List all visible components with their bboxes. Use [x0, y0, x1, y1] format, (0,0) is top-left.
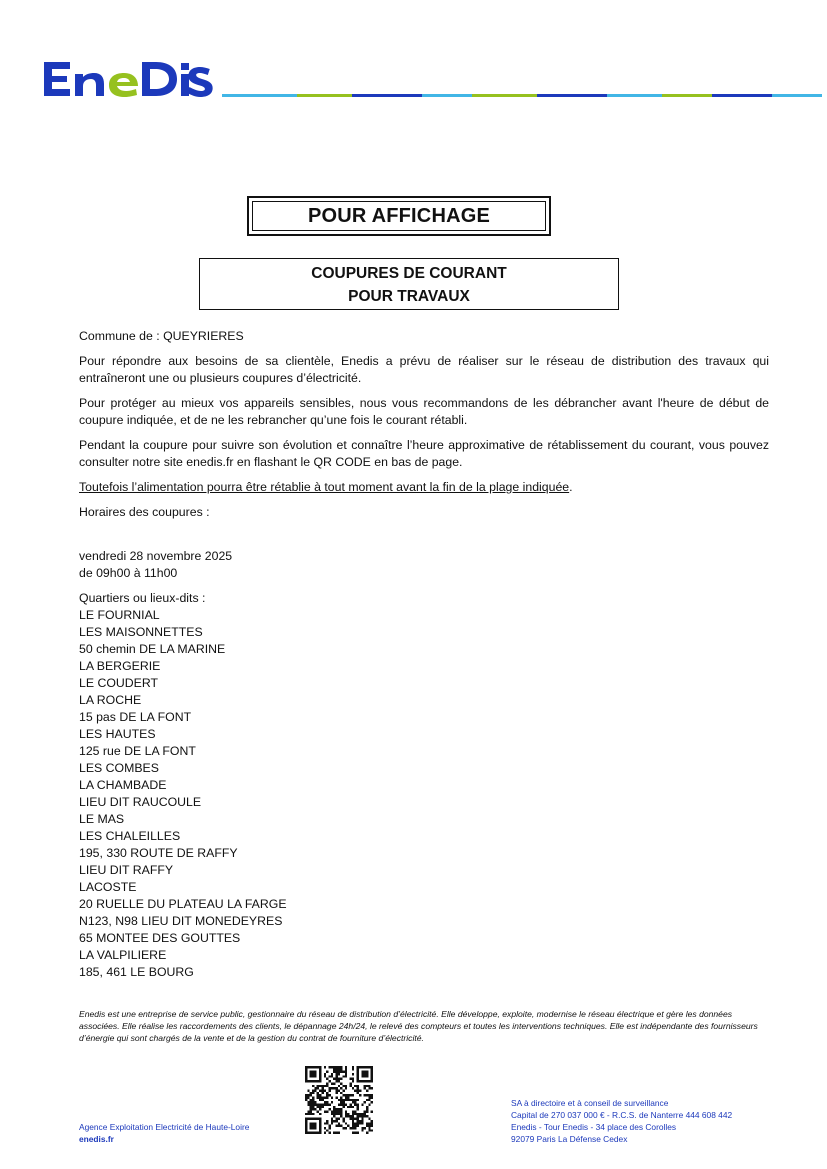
list-item: LES HAUTES	[79, 727, 156, 741]
list-item: LA CHAMBADE	[79, 778, 167, 792]
list-item: LA ROCHE	[79, 693, 142, 707]
footer-right	[511, 1097, 732, 1145]
notice-line	[79, 479, 769, 496]
list-item: 50 chemin DE LA MARINE	[79, 642, 226, 656]
website-link[interactable]: enedis.fr	[79, 1133, 114, 1144]
list-item: 15 pas DE LA FONT	[79, 710, 192, 724]
list-item: LA BERGERIE	[79, 659, 161, 673]
legal-line-4: 92079 Paris La Défense Cedex	[511, 1134, 628, 1144]
spacer	[79, 521, 769, 548]
list-item: 125 rue DE LA FONT	[79, 744, 196, 758]
outage-date: vendredi 28 novembre 2025	[79, 549, 233, 563]
qr-code-icon[interactable]	[305, 1066, 373, 1134]
agency-name: Agence Exploitation Electricité de Haute-Loire	[79, 1122, 250, 1132]
title-box	[247, 196, 551, 236]
list-item: 20 RUELLE DU PLATEAU LA FARGE	[79, 897, 287, 911]
list-item: LES CHALEILLES	[79, 829, 181, 843]
paragraph-1: Pour répondre aux besoins de sa clientèle, Enedis a prévu de réaliser sur le réseau de distribution des travaux qui entraîneront une ou plusieurs coupures d’électricité.	[79, 354, 769, 385]
paragraph-3: Pendant la coupure pour suivre son évolution et connaître l’heure approximative de rétablissement du courant, vous pouvez consulter notre site enedis.fr en flashant le QR CODE en bas de page.	[79, 438, 769, 469]
list-item: 65 MONTEE DES GOUTTES	[79, 931, 241, 945]
list-item: N123, N98 LIEU DIT MONEDEYRES	[79, 914, 283, 928]
page-title: POUR AFFICHAGE	[252, 201, 546, 231]
list-item: LES MAISONNETTES	[79, 625, 203, 639]
list-item: LA VALPILIERE	[79, 948, 167, 962]
list-item: LACOSTE	[79, 880, 137, 894]
notice-end: .	[569, 480, 573, 494]
notice-body	[79, 328, 769, 981]
subtitle-line-2: POUR TRAVAUX	[348, 288, 470, 305]
disclaimer: Enedis est une entreprise de service public, gestionnaire du réseau de distribution d’électricité. Elle développe, exploite, modernise le réseau électrique et gère les données associées. Elle réalise les raccordements des clients, le dépannage 24h/24, le relevé des compteurs et toutes les interventions techniques. Elle est indépendante des fournisseurs d’énergie qui sont chargés de la vente et de la gestion du contrat de fourniture d’électricité.	[79, 1009, 758, 1043]
paragraph-2: Pour protéger au mieux vos appareils sensibles, nous vous recommandons de les débrancher avant l'heure de début de coupure indiquée, et de ne les rebrancher qu’une fois le courant rétabli.	[79, 396, 769, 427]
list-item: LES COMBES	[79, 761, 159, 775]
outage-time: de 09h00 à 11h00	[79, 566, 178, 580]
enedis-logo	[40, 58, 215, 100]
subtitle-box	[199, 258, 619, 310]
header-divider	[222, 94, 822, 97]
places-list	[79, 607, 769, 981]
list-item: LE FOURNIAL	[79, 608, 160, 622]
schedule-label: Horaires des coupures :	[79, 505, 210, 519]
list-item: LE COUDERT	[79, 676, 159, 690]
commune: Commune de : QUEYRIERES	[79, 329, 244, 343]
places-label: Quartiers ou lieux-dits :	[79, 591, 206, 605]
subtitle-line-1: COUPURES DE COURANT	[311, 265, 507, 282]
legal-line-3: Enedis - Tour Enedis - 34 place des Corolles	[511, 1122, 677, 1132]
notice-underlined: Toutefois l’alimentation pourra être rétablie à tout moment avant la fin de la plage indiquée	[79, 480, 570, 494]
list-item: LE MAS	[79, 812, 125, 826]
legal-line-2: Capital de 270 037 000 € - R.C.S. de Nanterre 444 608 442	[511, 1110, 733, 1120]
legal-line-1: SA à directoire et à conseil de surveillance	[511, 1098, 669, 1108]
list-item: LIEU DIT RAUCOULE	[79, 795, 202, 809]
list-item: 185, 461 LE BOURG	[79, 965, 194, 979]
list-item: 195, 330 ROUTE DE RAFFY	[79, 846, 238, 860]
footer-left	[79, 1122, 249, 1145]
list-item: LIEU DIT RAFFY	[79, 863, 174, 877]
